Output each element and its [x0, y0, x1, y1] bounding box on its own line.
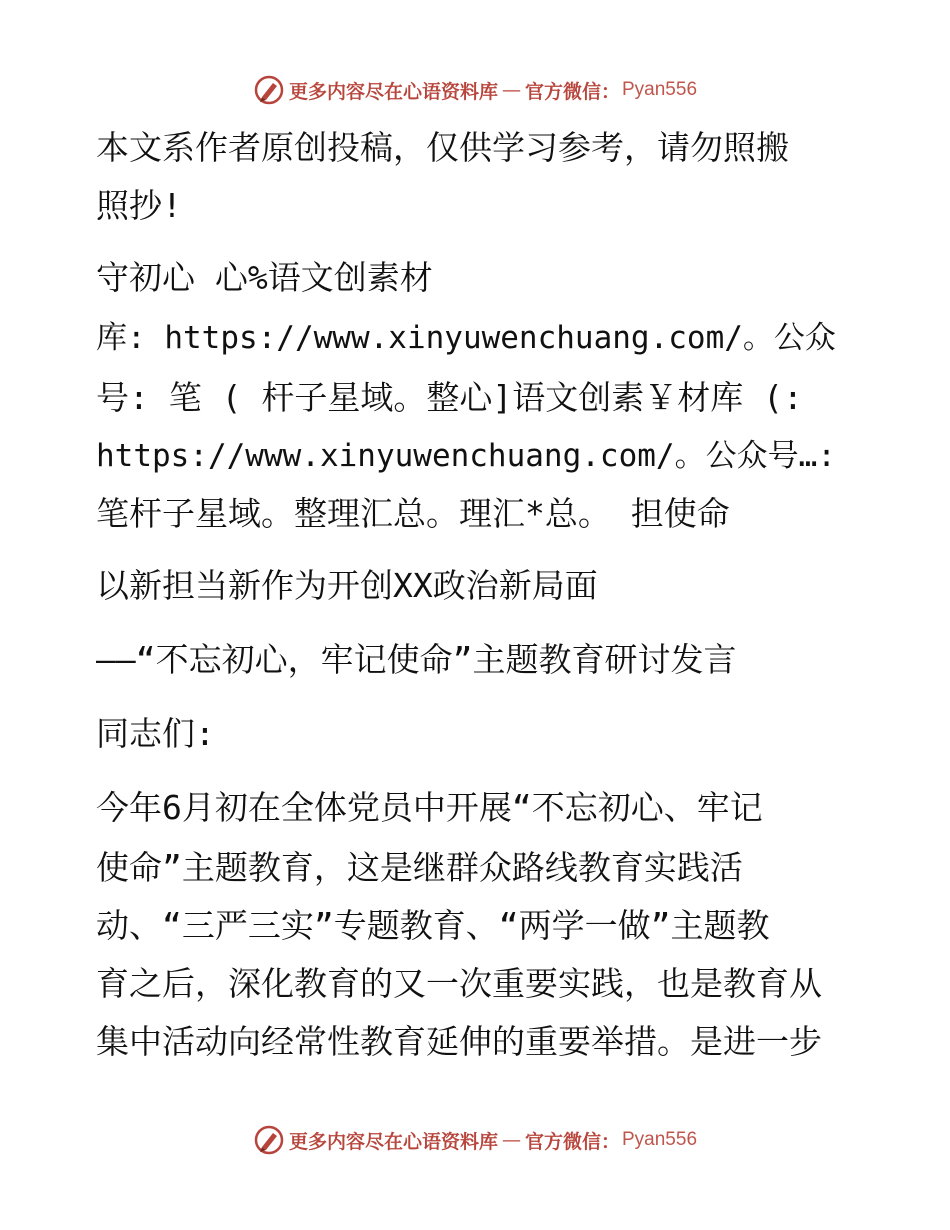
doc-line: 使命”主题教育，这是继群众路线教育实践活: [96, 848, 743, 887]
doc-line: https://www.xinyuwenchuang.com/。公众号…:: [96, 438, 836, 474]
watermark-banner-bottom: [0, 1120, 950, 1160]
doc-line: 育之后，深化教育的又一次重要实践，也是教育从: [96, 964, 822, 1003]
watermark-banner-top: [0, 70, 950, 110]
doc-line: 守初心 心%语文创素材: [96, 258, 433, 297]
pen-logo-icon: [253, 74, 285, 106]
watermark-separator: —: [501, 1129, 521, 1151]
pen-logo-icon: [253, 1124, 285, 1156]
watermark-text: 更多内容尽在心语资料库: [288, 1130, 498, 1153]
doc-line: 号: 笔 ( 杆子星域。整心]语文创素￥材库 (:: [96, 378, 803, 417]
watermark-text: 更多内容尽在心语资料库: [288, 80, 498, 103]
doc-line: 笔杆子星域。整理汇总。理汇*总。 担使命: [96, 494, 730, 533]
watermark-wechat-id: Pyan556: [622, 79, 698, 100]
doc-line: 今年6月初在全体党员中开展“不忘初心、牢记: [96, 788, 763, 827]
watermark-wechat-label: 官方微信：: [524, 80, 620, 103]
watermark-separator: —: [501, 79, 521, 101]
doc-subheading: ——“不忘初心，牢记使命”主题教育研讨发言: [96, 640, 737, 679]
doc-line: 本文系作者原创投稿，仅供学习参考，请勿照搬: [96, 128, 789, 167]
watermark-wechat-id: Pyan556: [622, 1129, 698, 1150]
doc-line: 库: https://www.xinyuwenchuang.com/。公众: [96, 320, 836, 356]
watermark-wechat-label: 官方微信：: [524, 1130, 620, 1153]
doc-line: 集中活动向经常性教育延伸的重要举措。是进一步: [96, 1022, 822, 1061]
doc-salutation: 同志们:: [96, 714, 215, 753]
doc-line: 动、“三严三实”专题教育、“两学一做”主题教: [96, 906, 770, 945]
doc-heading: 以新担当新作为开创XX政治新局面: [96, 566, 598, 605]
doc-line: 照抄!: [96, 186, 182, 225]
